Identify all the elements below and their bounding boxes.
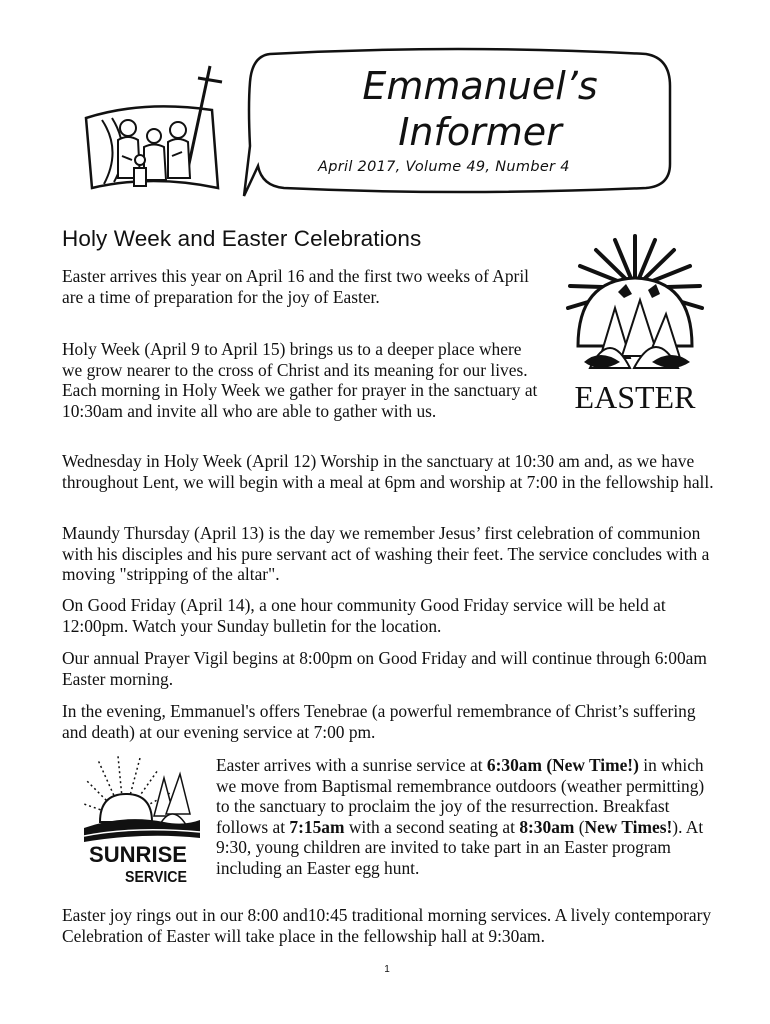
service-label: SERVICE xyxy=(125,869,188,886)
newsletter-title-line2: Informer xyxy=(398,110,562,154)
paragraph-wednesday: Wednesday in Holy Week (April 12) Worship in the sanctuary at 10:30 am and, as we have throughout Lent, we will begin with a meal at 6pm and worship at 7:00 in the fellowship hall. xyxy=(62,451,714,492)
paragraph-prayer-vigil: Our annual Prayer Vigil begins at 8:00pm on Good Friday and will continue through 6:00am Easter morning. xyxy=(62,648,707,689)
easter-label: EASTER xyxy=(574,379,696,414)
church-logo xyxy=(82,60,232,210)
sunrise-label: SUNRISE xyxy=(89,842,187,867)
paragraph-easter-arrives: Easter arrives this year on April 16 and the first two weeks of April are a time of preparation for the joy of Easter. xyxy=(62,266,530,307)
paragraph-tenebrae: In the evening, Emmanuel's offers Tenebrae (a powerful remembrance of Christ’s suffering and death) at our evening service at 7:00 pm. xyxy=(62,701,696,742)
paragraph-good-friday: On Good Friday (April 14), a one hour community Good Friday service will be held at 12:00pm. Watch your Sunday bulletin for the location. xyxy=(62,595,666,636)
paragraph-maundy-thursday: Maundy Thursday (April 13) is the day we remember Jesus’ first celebration of communion with his disciples and his pure servant act of washing their feet. The service concludes with a moving "stripping of the altar". xyxy=(62,523,710,585)
easter-lily-image xyxy=(560,228,710,414)
paragraph-sunrise-service: Easter arrives with a sunrise service at 6:30am (New Time!) in which we move from Baptismal remembrance outdoors (weather permitting) to the sanctuary to proclaim the joy of the resurrection. Breakfast follows at 7:15am with a second seating at 8:30am (New Times!). At 9:30, young children are invited to take part in an Easter program including an Easter egg hunt. xyxy=(216,755,705,878)
newsletter-title: Emmanuel’s xyxy=(362,64,598,108)
issue-info: April 2017, Volume 49, Number 4 xyxy=(318,159,570,175)
paragraph-easter-joy: Easter joy rings out in our 8:00 and10:45 traditional morning services. A lively contemporary Celebration of Easter will take place in the fellowship hall at 9:30am. xyxy=(62,905,712,946)
paragraph-holy-week: Holy Week (April 9 to April 15) brings us to a deeper place where we grow nearer to the cross of Christ and its meaning for our lives. Each morning in Holy Week we gather for prayer in the sanctuary at 10:30am and invite all who are able to gather with us. xyxy=(62,339,538,421)
sunrise-service-image xyxy=(84,756,202,886)
article-headline: Holy Week and Easter Celebrations xyxy=(62,226,422,251)
page-number: 1 xyxy=(384,964,390,975)
